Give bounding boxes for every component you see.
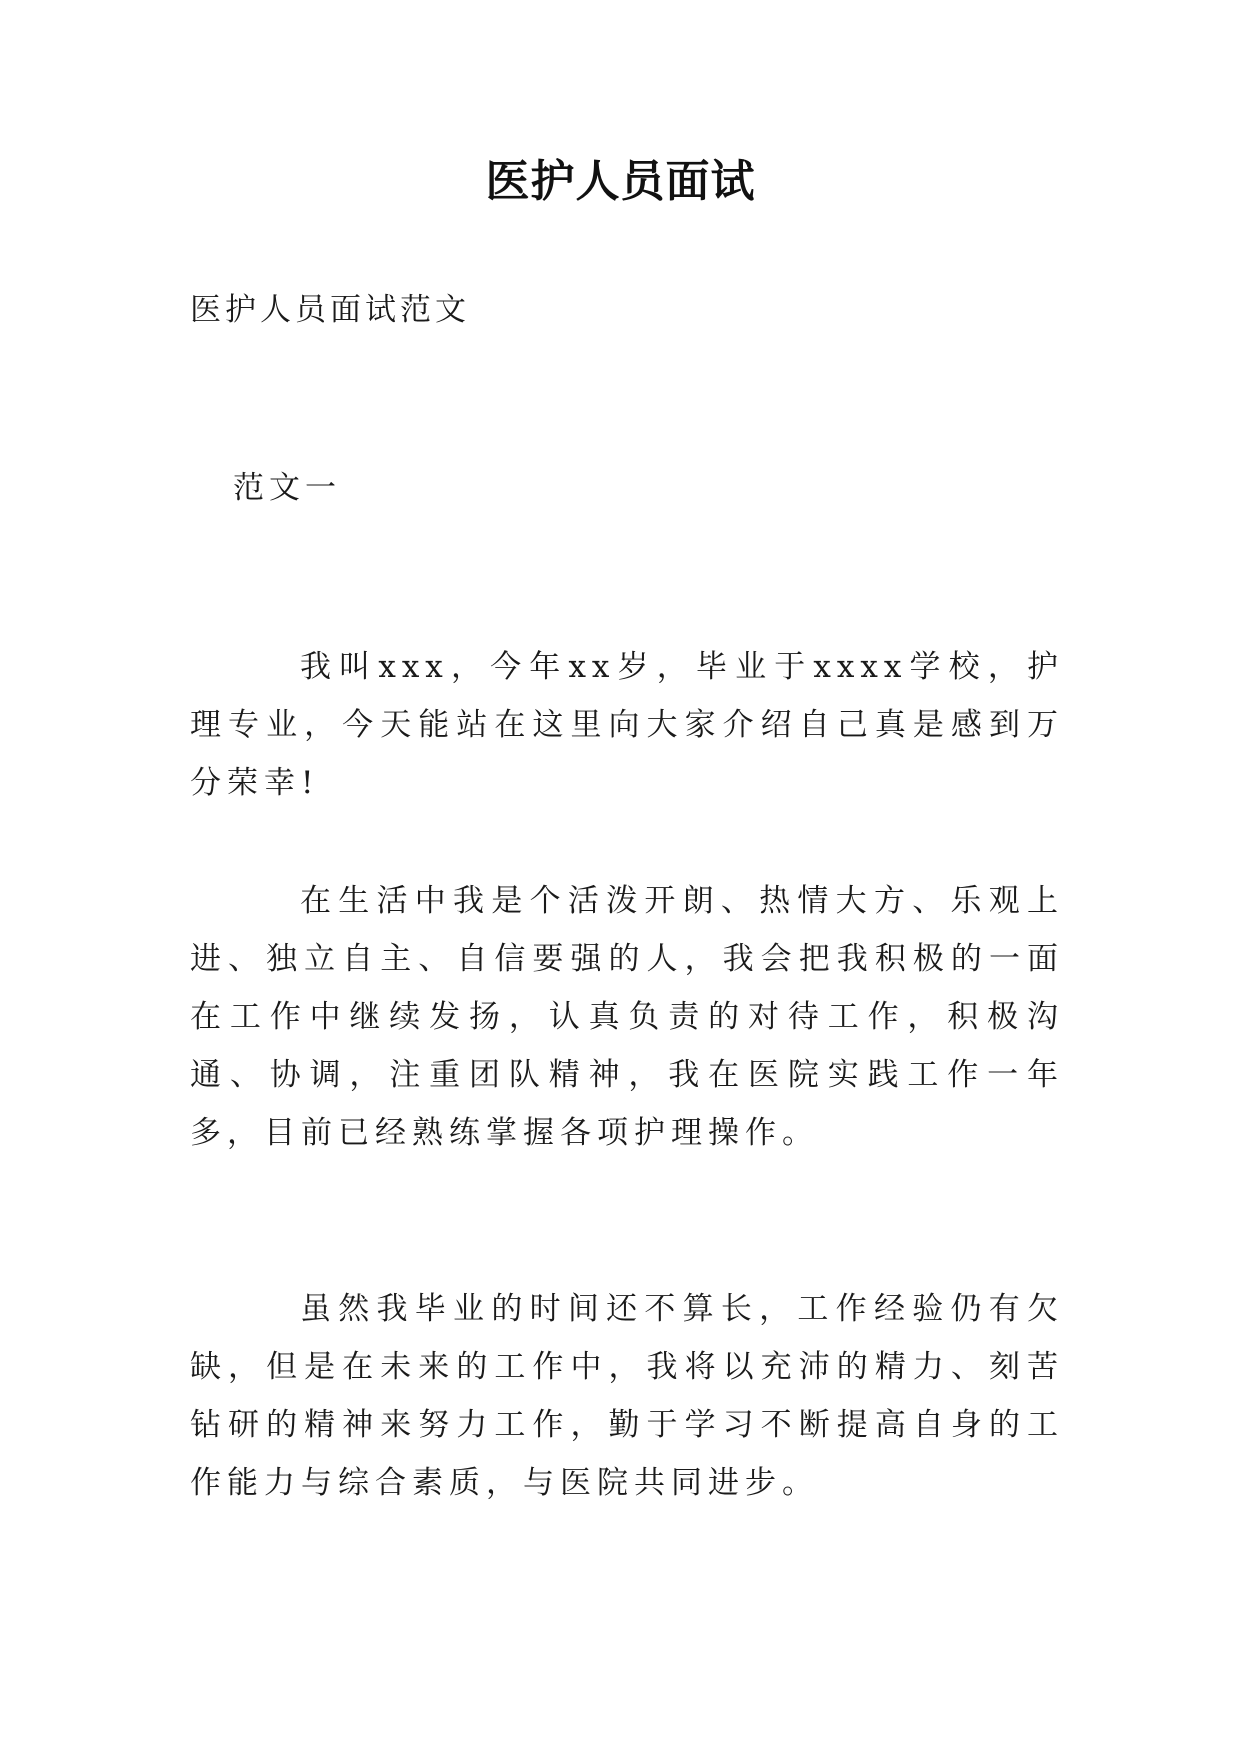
paragraph-personality: 在生活中我是个活泼开朗、热情大方、乐观上进、独立自主、自信要强的人，我会把我积极的一面在工作中继续发扬，认真负责的对待工作，积极沟通、协调，注重团队精神，我在医院实践工作一年多，目前已经熟练掌握各项护理操作。 [190,883,1064,1151]
paragraph-introduction: 我叫xxx，今年xx岁，毕业于xxxx学校，护理专业，今天能站在这里向大家介绍自己真是感到万分荣幸! [190,649,1064,801]
document-subtitle: 医护人员面试范文 [190,292,470,328]
section-heading: 范文一 [233,470,341,506]
document-title: 医护人员面试 [485,156,756,207]
paragraph-commitment: 虽然我毕业的时间还不算长，工作经验仍有欠缺，但是在未来的工作中，我将以充沛的精力、刻苦钻研的精神来努力工作，勤于学习不断提高自身的工作能力与综合素质，与医院共同进步。 [190,1291,1064,1501]
